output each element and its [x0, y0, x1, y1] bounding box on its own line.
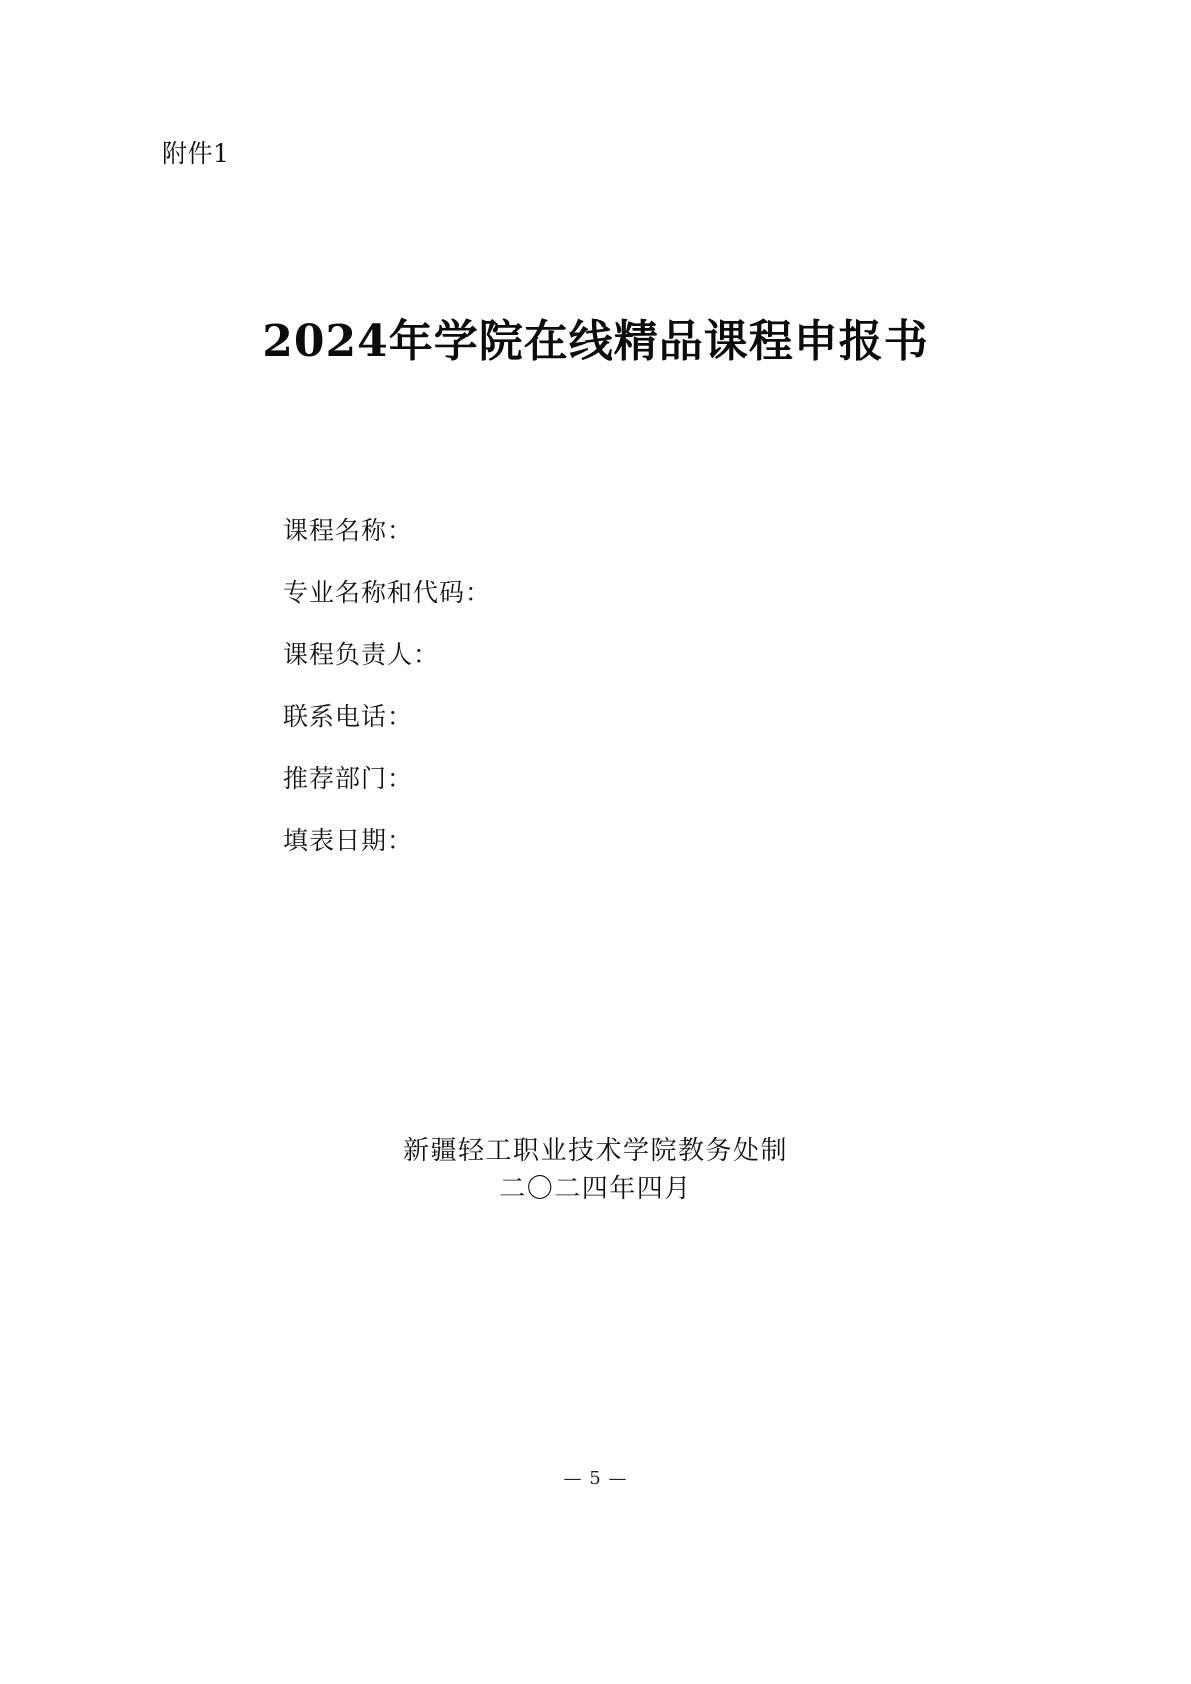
- field-value[interactable]: [413, 763, 633, 787]
- field-label: 联系电话：: [283, 702, 414, 731]
- form-fields: [283, 515, 883, 887]
- field-label: 推荐部门：: [283, 764, 414, 793]
- page-number: — 5 —: [563, 1468, 628, 1489]
- attachment-label: 附件1: [162, 139, 230, 168]
- field-label: 专业名称和代码：: [283, 578, 492, 607]
- field-value[interactable]: [491, 577, 711, 601]
- field-value[interactable]: [413, 825, 633, 849]
- field-label: 课程负责人：: [283, 640, 440, 669]
- field-value[interactable]: [413, 701, 633, 725]
- issuing-organization: 新疆轻工职业技术学院教务处制: [402, 1136, 788, 1166]
- field-value[interactable]: [413, 515, 633, 539]
- field-label: 课程名称：: [283, 516, 414, 545]
- field-course-leader: [283, 639, 883, 667]
- document-footer: [0, 1133, 1191, 1208]
- field-fill-date: [283, 825, 883, 853]
- field-major-name-and-code: [283, 577, 883, 605]
- field-label: 填表日期：: [283, 826, 414, 855]
- issuing-date: 二〇二四年四月: [499, 1173, 692, 1204]
- field-value[interactable]: [439, 639, 659, 663]
- field-recommending-department: [283, 763, 883, 791]
- field-contact-phone: [283, 701, 883, 729]
- field-course-name: [283, 515, 883, 543]
- page-title: 2024年学院在线精品课程申报书: [262, 316, 929, 367]
